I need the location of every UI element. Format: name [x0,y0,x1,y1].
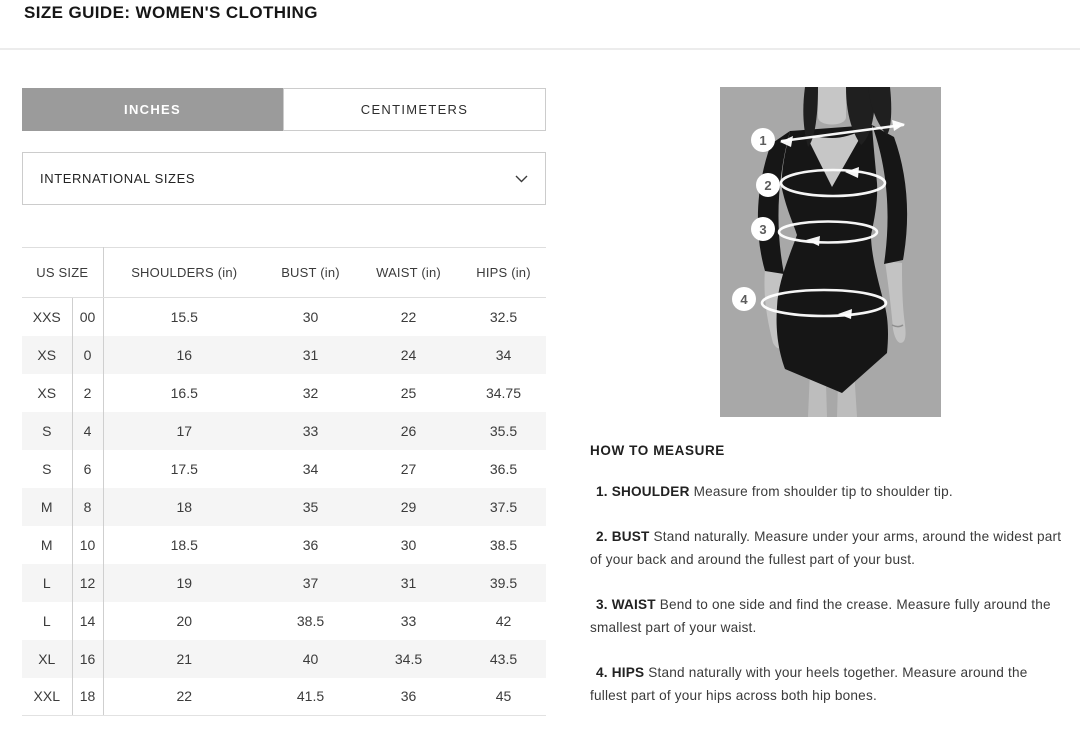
cell-bust: 34 [302,460,319,477]
step-text: Stand naturally. Measure under your arms, around the widest part of your back and around the fullest part of your bust. [590,529,1062,567]
cell-shoulders: 17.5 [170,460,198,477]
cell-waist: 26 [400,422,417,439]
cell-us-size: 6 [72,450,103,488]
step-text: Measure from shoulder tip to shoulder tip. [689,484,953,499]
cell-bust: 40 [302,650,319,667]
cell-bust: 35 [302,498,319,515]
cell-waist: 29 [400,498,417,515]
measure-step [590,593,1064,639]
cell-shoulders: 15.5 [170,308,198,325]
table-row [22,602,546,640]
cell-hips: 34.75 [485,384,522,401]
cell-shoulders: 21 [176,650,193,667]
cell-us-size: 16 [72,640,103,678]
marker-2-number: 2 [764,178,772,193]
cell-waist: 30 [400,536,417,553]
cell-hips: 39.5 [489,574,518,591]
table-row [22,526,546,564]
cell-size-label: XS [22,374,72,412]
measure-step [590,480,1064,503]
header-divider [0,48,1080,50]
cell-us-size: 18 [72,678,103,716]
cell-hips: 45 [461,678,546,716]
cell-bust: 41.5 [265,678,356,716]
cell-size-label: S [22,450,72,488]
tab-centimeters[interactable]: CENTIMETERS [283,88,546,131]
chevron-down-icon [515,175,528,183]
cell-waist: 24 [400,346,417,363]
cell-shoulders: 16.5 [170,384,198,401]
col-header-hips: HIPS (in) [461,248,546,298]
cell-waist: 33 [400,612,417,629]
table-row [22,412,546,450]
cell-waist: 25 [400,384,417,401]
cell-shoulders: 17 [176,422,193,439]
cell-size-label: S [22,412,72,450]
page-title: SIZE GUIDE: WOMEN'S CLOTHING [24,3,318,22]
size-table-header [22,248,546,298]
table-row [22,564,546,602]
cell-us-size: 0 [72,336,103,374]
col-header-waist: WAIST (in) [356,248,461,298]
table-row [22,336,546,374]
cell-hips: 43.5 [489,650,518,667]
cell-size-label: XS [22,336,72,374]
cell-size-label: XXS [22,298,72,336]
header-row [22,248,546,298]
cell-us-size: 14 [72,602,103,640]
table-row [22,678,546,716]
cell-shoulders: 20 [176,612,193,629]
cell-shoulders: 16 [176,346,193,363]
cell-hips: 38.5 [489,536,518,553]
cell-bust: 30 [302,308,319,325]
col-header-shoulders: SHOULDERS (in) [103,248,265,298]
how-to-measure-section [590,443,1064,707]
cell-us-size: 00 [72,298,103,336]
cell-us-size: 2 [72,374,103,412]
table-row [22,488,546,526]
step-text: Stand naturally with your heels together. Measure around the fullest part of your hips across both hip bones. [590,665,1028,703]
cell-size-label: XXL [22,678,72,716]
measure-step [590,525,1064,571]
dropdown-selected-label: INTERNATIONAL SIZES [40,171,196,186]
marker-1-number: 1 [759,133,767,148]
cell-hips: 37.5 [489,498,518,515]
cell-us-size: 8 [72,488,103,526]
cell-bust: 33 [302,422,319,439]
cell-us-size: 10 [72,526,103,564]
cell-us-size: 4 [72,412,103,450]
cell-hips: 32.5 [489,308,518,325]
cell-size-label: L [22,564,72,602]
size-table-body [22,298,546,716]
cell-bust: 38.5 [296,612,325,629]
cell-waist: 34.5 [394,650,423,667]
cell-shoulders: 22 [103,678,265,716]
international-sizes-dropdown[interactable] [22,152,546,205]
cell-hips: 35.5 [489,422,518,439]
cell-bust: 32 [302,384,319,401]
marker-3-number: 3 [759,222,767,237]
table-row [22,640,546,678]
cell-size-label: M [22,488,72,526]
cell-hips: 34 [495,346,512,363]
cell-shoulders: 19 [176,574,193,591]
size-table [22,247,546,716]
cell-size-label: M [22,526,72,564]
cell-hips: 36.5 [489,460,518,477]
table-row [22,374,546,412]
table-row [22,450,546,488]
cell-waist: 31 [400,574,417,591]
cell-hips: 42 [495,612,512,629]
step-label: 1. SHOULDER [596,484,690,499]
col-header-bust: BUST (in) [265,248,356,298]
cell-bust: 36 [302,536,319,553]
col-header-us-size: US SIZE [22,248,103,298]
cell-waist: 22 [400,308,417,325]
how-to-measure-title: HOW TO MEASURE [590,443,725,458]
measurement-figure-image [720,87,941,417]
cell-shoulders: 18 [176,498,193,515]
measure-steps [590,480,1064,707]
cell-shoulders: 18.5 [170,536,198,553]
table-row [22,298,546,336]
marker-4-number: 4 [740,292,748,307]
step-label: 4. HIPS [596,665,645,680]
cell-waist: 36 [356,678,461,716]
step-text: Bend to one side and find the crease. Measure fully around the smallest part of your waist. [590,597,1051,635]
cell-bust: 37 [302,574,319,591]
cell-waist: 27 [400,460,417,477]
step-label: 2. BUST [596,529,650,544]
tab-inches[interactable]: INCHES [22,88,283,131]
cell-size-label: XL [22,640,72,678]
unit-tabs [22,88,546,131]
cell-size-label: L [22,602,72,640]
step-label: 3. WAIST [596,597,656,612]
cell-us-size: 12 [72,564,103,602]
measure-step [590,661,1064,707]
cell-bust: 31 [302,346,319,363]
